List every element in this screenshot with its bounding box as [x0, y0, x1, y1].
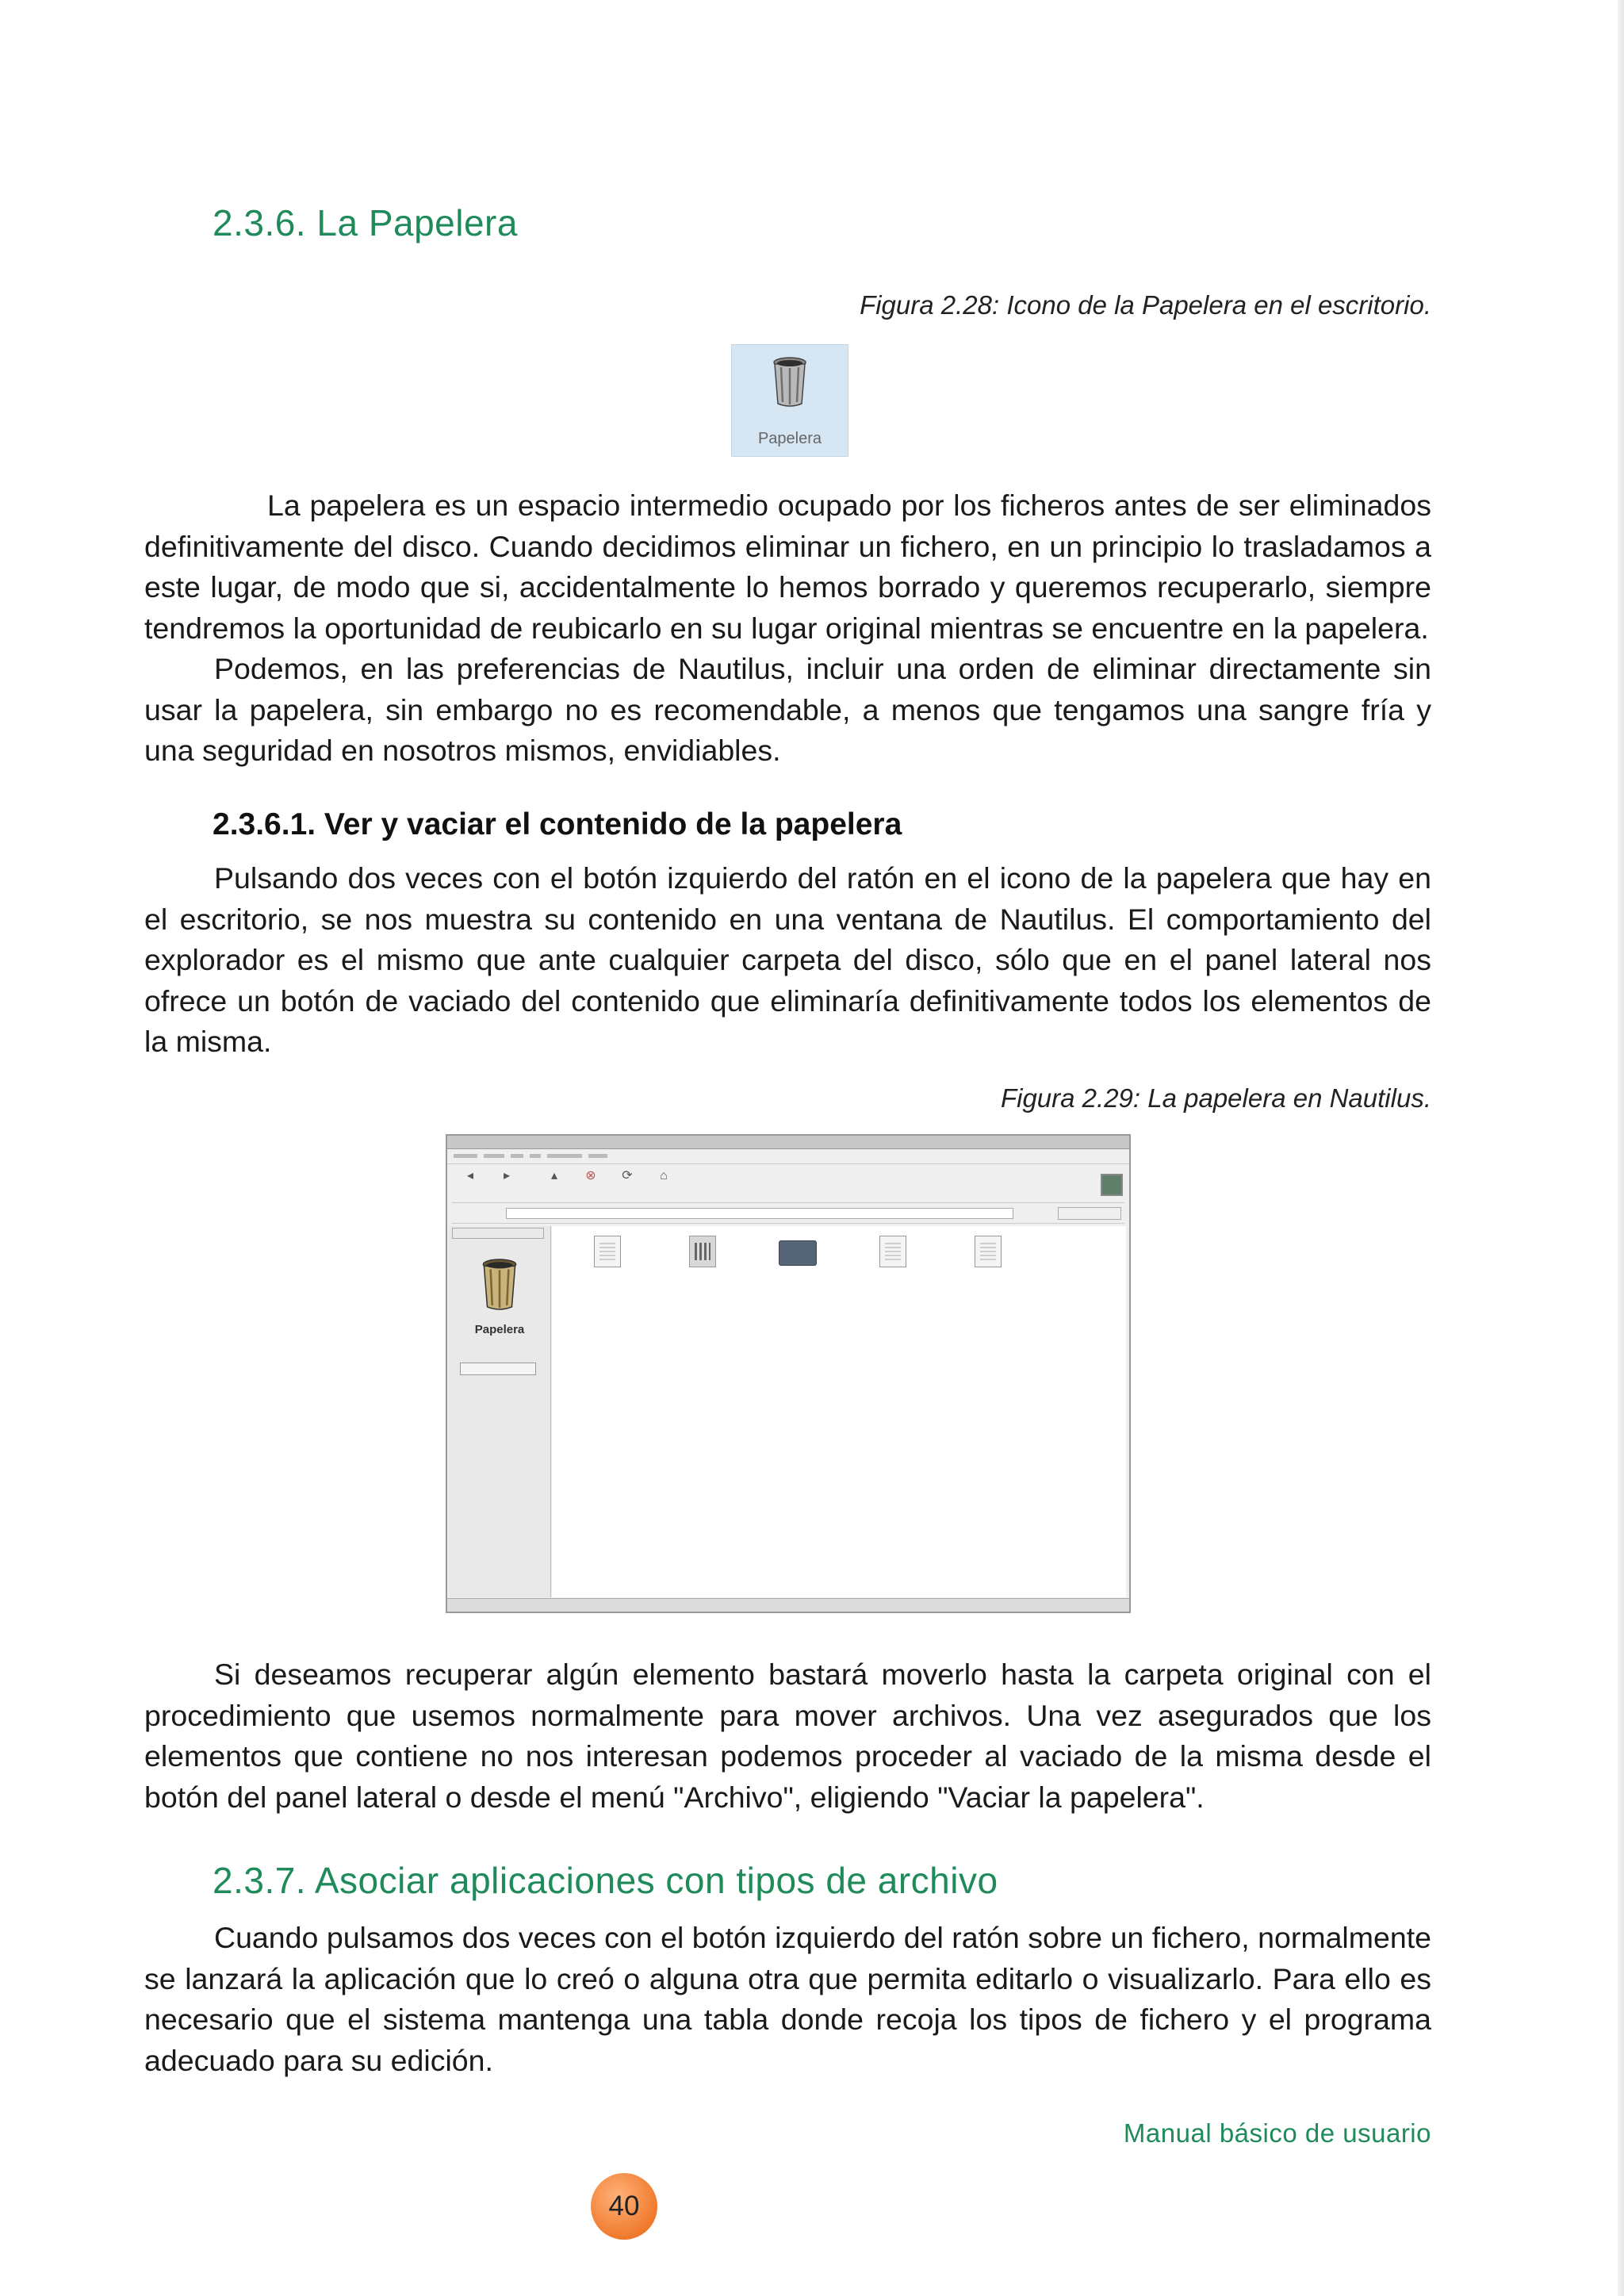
menu-item-placeholder: [454, 1154, 477, 1158]
nautilus-window-figure: [446, 1134, 1131, 1613]
document-icon: [975, 1236, 1002, 1267]
back-button[interactable]: [455, 1167, 485, 1199]
view-as-select[interactable]: [1058, 1207, 1121, 1220]
file-item[interactable]: [845, 1236, 940, 1267]
file-item[interactable]: [655, 1236, 750, 1267]
paragraph-text: Pulsando dos veces con el botón izquierdo del ratón en el icono de la papelera que hay en el escritorio, se nos muestra su contenido en una ventana de Nautilus. El comportamiento del explorador es el mismo que ante cualquier carpeta del disco, sólo que en el panel lateral nos ofrece un botón de vaciado del contenido que eliminaría definitivamente todos los elementos de la misma.: [144, 861, 1431, 1058]
menu-item-placeholder: [484, 1154, 504, 1158]
up-button[interactable]: [539, 1167, 569, 1199]
folder-icon: [779, 1240, 817, 1266]
figure-228-caption: Figura 2.28: Icono de la Papelera en el escritorio.: [860, 290, 1431, 320]
section-heading-237: 2.3.7. Asociar aplicaciones con tipos de archivo: [213, 1860, 998, 1901]
page-edge: [1618, 0, 1624, 2296]
empty-trash-button[interactable]: [460, 1363, 536, 1375]
menu-item-placeholder: [511, 1154, 523, 1158]
paragraph-text: Cuando pulsamos dos veces con el botón izquierdo del ratón sobre un fichero, normalmente se lanzará la aplicación que lo creó o alguna otra que permita editarlo o visualizarlo. Para ello es necesario que el sistema mantenga una tabla donde recoja los tipos de fichero y el programa adecuado para su edición.: [144, 1921, 1431, 2077]
window-titlebar: [447, 1136, 1129, 1149]
toolbar: [452, 1166, 1124, 1203]
document-icon: [879, 1236, 906, 1267]
menu-item-placeholder: [588, 1154, 607, 1158]
menu-item-placeholder: [530, 1154, 541, 1158]
reload-button[interactable]: [612, 1167, 642, 1199]
forward-arrow-icon: ▸: [503, 1169, 511, 1182]
file-item[interactable]: [560, 1236, 655, 1267]
up-arrow-icon: ▴: [550, 1169, 558, 1182]
footer-title: Manual básico de usuario: [1123, 2118, 1431, 2148]
page-number-badge: 40: [591, 2173, 657, 2240]
paragraph-text: La papelera es un espacio intermedio ocupado por los ficheros antes de ser eliminados definitivamente del disco. Cuando decidimos eliminar un fichero, en un principio lo trasladamos a este lugar, de modo que si, accidentalmente lo hemos borrado y queremos recuperarlo, siempre tendremos la oportunidad de reubicarlo en su lugar original mientras se encuentre en la papelera.: [144, 489, 1431, 645]
paragraph-associate: [144, 1918, 1431, 2081]
trash-can-icon: [770, 356, 810, 408]
side-panel-selector[interactable]: [452, 1228, 544, 1239]
trash-can-icon: [479, 1258, 520, 1312]
home-icon: ⌂: [660, 1169, 668, 1182]
paragraph-text: Si deseamos recuperar algún elemento bastará moverlo hasta la carpeta original con el procedimiento que usemos normalmente para mover archivos. Una vez asegurados que los elementos que contiene no nos interesan podemos proceder al vaciado de la misma desde el botón del panel lateral o desde el menú "Archivo", eligiendo "Vaciar la papelera".: [144, 1658, 1431, 1814]
stop-button[interactable]: [576, 1167, 606, 1199]
back-arrow-icon: ◂: [466, 1169, 474, 1182]
section-heading-236: 2.3.6. La Papelera: [213, 202, 518, 243]
paragraph-trash-preferences: [144, 649, 1431, 772]
image-file-icon: [689, 1236, 716, 1267]
menu-bar: [447, 1149, 1129, 1164]
file-view: [552, 1226, 1126, 1597]
forward-button[interactable]: [492, 1167, 522, 1199]
file-item[interactable]: [750, 1236, 845, 1266]
trash-icon-label: Papelera: [757, 430, 822, 447]
paragraph-recover: [144, 1654, 1431, 1818]
side-panel-title: Papelera: [474, 1323, 525, 1336]
status-bar: [447, 1598, 1129, 1612]
menu-item-placeholder: [547, 1154, 582, 1158]
paragraph-trash-intro: [144, 485, 1431, 649]
location-input[interactable]: [506, 1208, 1013, 1219]
figure-229-caption: Figura 2.29: La papelera en Nautilus.: [1000, 1083, 1431, 1113]
paragraph-view-empty: [144, 858, 1431, 1063]
document-icon: [594, 1236, 621, 1267]
paragraph-text: Podemos, en las preferencias de Nautilus, incluir una orden de eliminar directamente sin usar la papelera, sin embargo no es recomendable, a menos que tengamos una sangre fría y una seguridad en nosotros mismos, envidiables.: [144, 652, 1431, 767]
trash-desktop-icon-figure: [731, 344, 848, 457]
location-bar: [452, 1205, 1124, 1224]
side-panel: [449, 1226, 551, 1597]
section-heading-2361: 2.3.6.1. Ver y vaciar el contenido de la papelera: [213, 807, 902, 841]
file-item[interactable]: [940, 1236, 1036, 1267]
home-button[interactable]: [649, 1167, 679, 1199]
gnome-logo-icon: [1101, 1174, 1123, 1196]
reload-icon: ⟳: [622, 1169, 633, 1182]
stop-icon: ⊗: [585, 1169, 596, 1182]
